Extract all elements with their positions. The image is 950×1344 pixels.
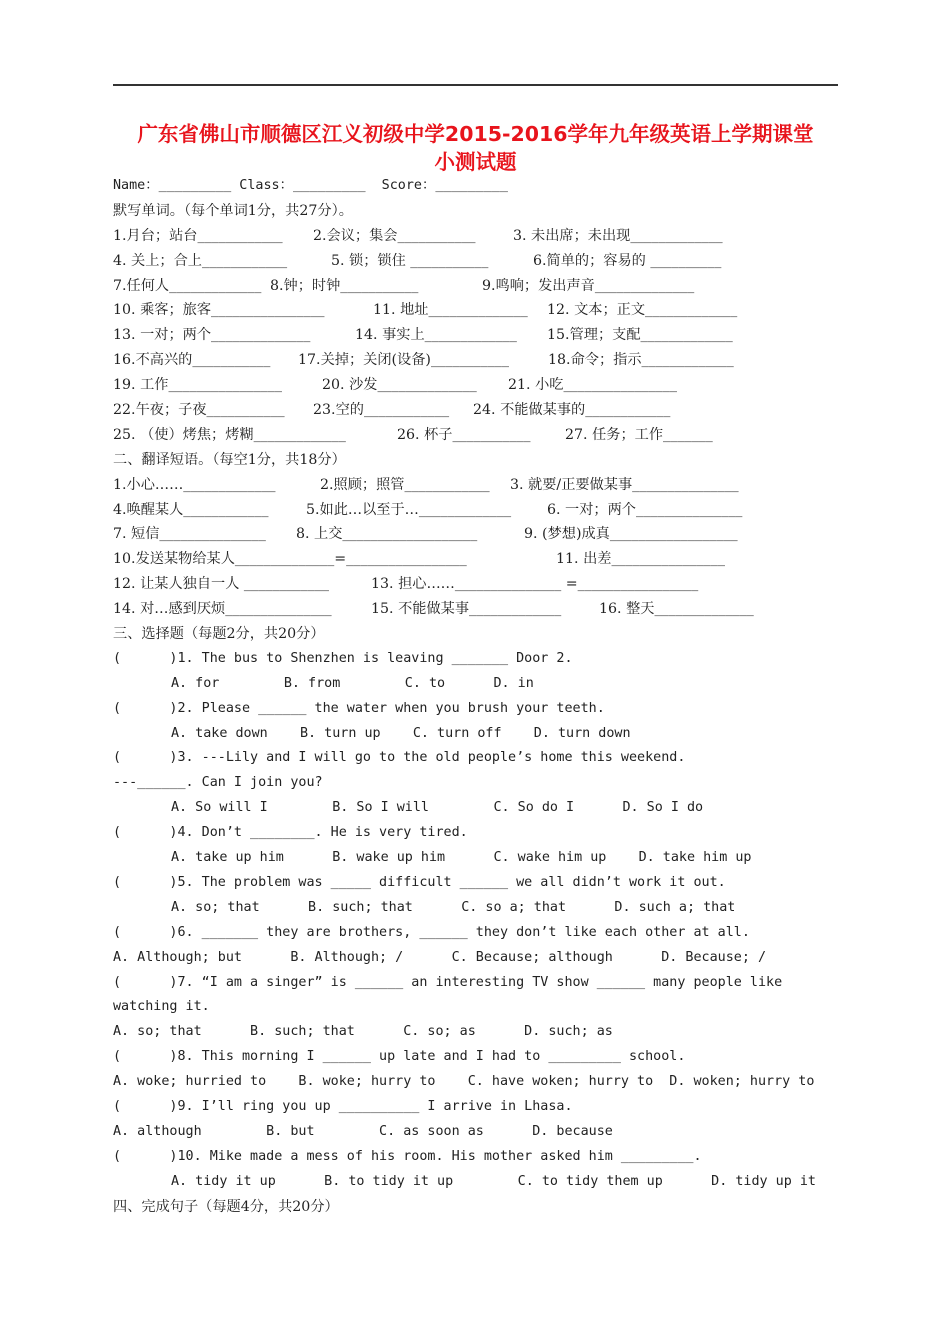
section-3-heading: 三、选择题（每题2分，共20分）	[113, 626, 325, 643]
vocab-item: 17.关掉；关闭(设备)___________	[298, 352, 509, 369]
phrase-item: 16. 整天______________	[599, 601, 754, 618]
phrase-item: 15. 不能做某事_____________	[371, 601, 562, 618]
vocab-item: 23.空的____________	[313, 402, 450, 419]
phrase-row	[113, 547, 843, 572]
section-2-heading: 二、翻译短语。（每空1分，共18分）	[113, 451, 346, 468]
vocab-item: 10. 乘客；旅客________________	[113, 302, 325, 319]
phrase-row	[113, 597, 843, 622]
phrase-item: 3. 就要/正要做某事_______________	[510, 476, 739, 493]
answer-options: A. take up him B. wake up him C. wake him up D. take him up	[171, 850, 752, 866]
question-line: ( )8. This morning I ______ up late and I had to _________ school.	[113, 1049, 686, 1065]
vocab-row	[113, 348, 843, 373]
answer-options: A. So will I B. So I will C. So do I D. So I do	[171, 800, 704, 816]
vocab-row	[113, 274, 843, 299]
vocab-row	[113, 423, 843, 448]
vocab-item: 11. 地址______________	[373, 302, 528, 319]
question-line: ---______. Can I join you?	[113, 775, 323, 791]
vocab-item: 12. 文本；正文_____________	[547, 302, 738, 319]
question-line: ( )3. ---Lily and I will go to the old people’s home this weekend.	[113, 750, 686, 766]
vocab-item: 16.不高兴的___________	[113, 352, 271, 369]
vocab-item: 26. 杯子___________	[397, 426, 531, 443]
vocab-row	[113, 224, 843, 249]
question-line: ( )2. Please ______ the water when you brush your teeth.	[113, 700, 605, 716]
vocab-item: 14. 事实上_____________	[355, 327, 517, 344]
vocab-item: 7.任何人_____________	[113, 277, 262, 294]
phrase-item: 5.如此…以至于…_____________	[306, 501, 512, 518]
phrase-row	[113, 473, 843, 498]
vocab-item: 22.午夜；子夜___________	[113, 402, 285, 419]
title-line-2: 小测试题	[434, 150, 517, 174]
question-line: ( )4. Don’t ________. He is very tired.	[113, 825, 468, 841]
vocab-item: 4. 关上；合上____________	[113, 252, 288, 269]
question-line: ( )1. The bus to Shenzhen is leaving _______ Door 2.	[113, 650, 573, 666]
vocab-item: 13. 一对；两个______________	[113, 327, 311, 344]
phrase-item: 12. 让某人独自一人 ____________	[113, 576, 330, 593]
phrase-item: 6. 一对；两个_______________	[547, 501, 743, 518]
vocab-item: 1.月台；站台____________	[113, 227, 283, 244]
answer-options: A. for B. from C. to D. in	[171, 675, 534, 691]
phrase-item: 10.发送某物给某人______________=_________________	[113, 551, 467, 568]
phrase-item: 9. (梦想)成真__________________	[524, 526, 738, 543]
answer-options: A. so; that B. such; that C. so a; that D. such a; that	[171, 899, 736, 915]
vocab-item: 18.命令；指示_____________	[548, 352, 734, 369]
phrase-row	[113, 498, 843, 523]
vocab-row	[113, 398, 843, 423]
vocab-item: 8.钟；时钟___________	[270, 277, 419, 294]
page-title	[113, 120, 838, 176]
vocab-item: 5. 锁；锁住 ___________	[331, 252, 489, 269]
answer-options: A. so; that B. such; that C. so; as D. such; as	[113, 1024, 613, 1040]
question-line: ( )7. “I am a singer” is ______ an interesting TV show ______ many people like	[113, 974, 783, 990]
answer-options: A. Although; but B. Although; / C. Because; although D. Because; /	[113, 949, 767, 965]
phrase-item: 7. 短信_______________	[113, 526, 266, 543]
vocab-item: 25. （使）烤焦；烤糊_____________	[113, 426, 346, 443]
question-line: ( )6. _______ they are brothers, ______ they don’t like each other at all.	[113, 924, 750, 940]
phrase-item: 14. 对…感到厌烦_______________	[113, 601, 332, 618]
vocab-item: 2.会议；集会___________	[313, 227, 476, 244]
phrase-row	[113, 572, 843, 597]
vocab-item: 3. 未出席；未出现_____________	[513, 227, 723, 244]
phrase-item: 11. 出差________________	[556, 551, 725, 568]
phrase-item: 4.唤醒某人____________	[113, 501, 269, 518]
answer-options: A. although B. but C. as soon as D. because	[113, 1123, 613, 1139]
vocab-row	[113, 249, 843, 274]
answer-options: A. take down B. turn up C. turn off D. turn down	[171, 725, 631, 741]
title-line-1: 广东省佛山市顺德区江义初级中学2015-2016学年九年级英语上学期课堂	[137, 122, 814, 146]
vocab-item: 9.鸣响；发出声音______________	[482, 277, 695, 294]
top-rule	[113, 84, 838, 86]
vocab-item: 21. 小吃________________	[508, 377, 677, 394]
question-line: ( )10. Mike made a mess of his room. His mother asked him _________.	[113, 1148, 702, 1164]
vocab-row	[113, 323, 843, 348]
worksheet-body	[113, 174, 843, 1219]
vocab-item: 19. 工作________________	[113, 377, 282, 394]
vocab-item: 6.简单的；容易的 __________	[533, 252, 722, 269]
vocab-row	[113, 298, 843, 323]
section-4-heading: 四、完成句子（每题4分，共20分）	[113, 1198, 339, 1215]
question-line: ( )9. I’ll ring you up __________ I arrive in Lhasa.	[113, 1098, 573, 1114]
phrase-row	[113, 522, 843, 547]
phrase-item: 13. 担心……_______________ =_________________	[371, 576, 699, 593]
section-1-heading: 默写单词。（每个单词1分，共27分）。	[113, 202, 353, 219]
phrase-item: 8. 上交___________________	[296, 526, 478, 543]
phrase-item: 1.小心……_____________	[113, 476, 276, 493]
answer-options: A. tidy it up B. to tidy it up C. to tidy them up D. tidy up it	[171, 1173, 816, 1189]
student-info-line: Name：_________ Class：_________ Score：_________	[113, 178, 508, 193]
phrase-item: 2.照顾；照管____________	[320, 476, 490, 493]
question-line: ( )5. The problem was _____ difficult ______ we all didn’t work it out.	[113, 874, 726, 890]
vocab-item: 24. 不能做某事的____________	[473, 402, 671, 419]
vocab-row	[113, 373, 843, 398]
vocab-item: 27. 任务；工作_______	[565, 426, 713, 443]
question-line: watching it.	[113, 999, 210, 1015]
vocab-item: 15.管理；支配_____________	[547, 327, 733, 344]
vocab-item: 20. 沙发______________	[322, 377, 477, 394]
answer-options: A. woke; hurried to B. woke; hurry to C. have woken; hurry to D. woken; hurry to	[113, 1074, 815, 1090]
